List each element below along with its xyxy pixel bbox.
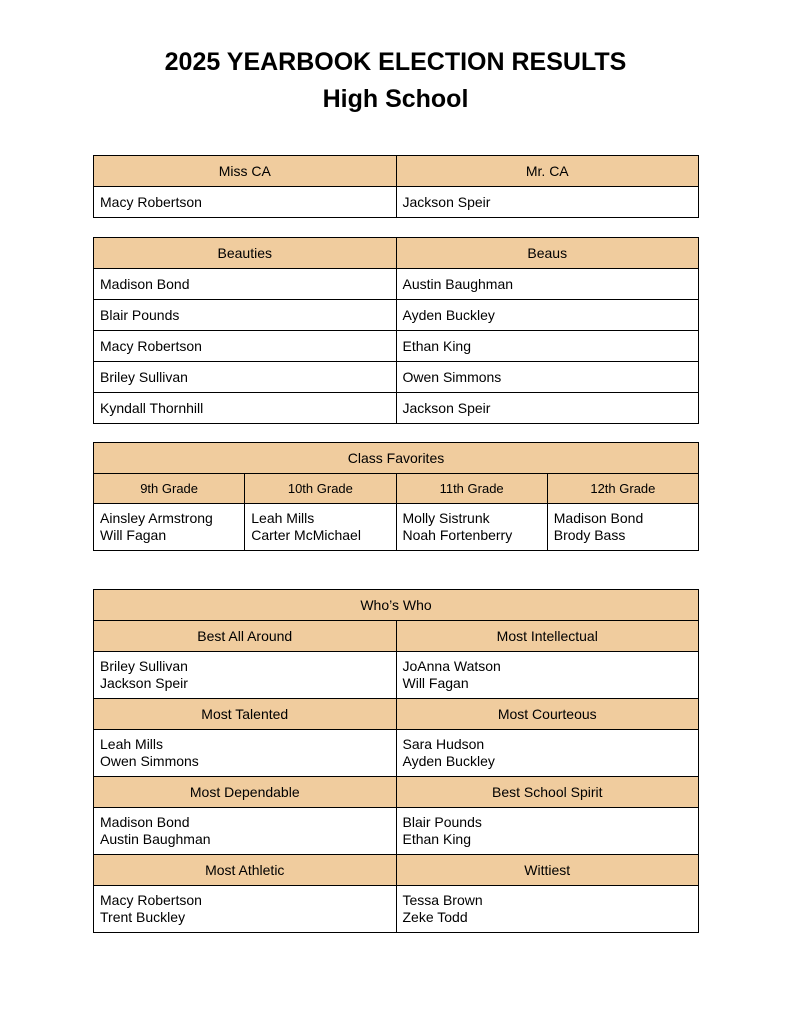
category-winners xyxy=(94,808,397,855)
category-header: Most Courteous xyxy=(396,699,699,730)
mr-ca-winner: Jackson Speir xyxy=(396,187,699,218)
winner-name: Sara Hudson xyxy=(402,736,485,752)
category-header: Best School Spirit xyxy=(396,777,699,808)
winner-name: Blair Pounds xyxy=(402,814,482,830)
favorite-name: Will Fagan xyxy=(100,527,167,543)
favorite-name: Carter McMichael xyxy=(251,527,361,543)
favorite-name: Leah Mills xyxy=(251,510,315,526)
whos-who-header: Who’s Who xyxy=(94,590,699,621)
winner-name: Macy Robertson xyxy=(100,892,202,908)
winner-name: Will Fagan xyxy=(402,675,469,691)
miss-mr-table xyxy=(93,155,699,218)
favorite-name: Noah Fortenberry xyxy=(402,527,513,543)
grade-11-header: 11th Grade xyxy=(396,474,547,504)
winner-name: Madison Bond xyxy=(100,814,190,830)
category-header: Most Talented xyxy=(94,699,397,730)
category-winners xyxy=(396,652,699,699)
grade-9-favorites xyxy=(94,504,245,551)
favorite-name: Brody Bass xyxy=(553,527,626,543)
favorite-name: Molly Sistrunk xyxy=(402,510,490,526)
table-row xyxy=(94,393,699,424)
favorite-name: Ainsley Armstrong xyxy=(100,510,213,526)
beauty-name: Kyndall Thornhill xyxy=(94,393,397,424)
page-title: 2025 YEARBOOK ELECTION RESULTS xyxy=(164,48,627,76)
winner-name: Tessa Brown xyxy=(402,892,483,908)
beau-name: Austin Baughman xyxy=(396,269,699,300)
winner-name: Ayden Buckley xyxy=(402,753,495,769)
favorite-name: Madison Bond xyxy=(553,510,644,526)
page-subtitle: High School xyxy=(322,85,469,113)
grade-11-favorites xyxy=(396,504,547,551)
class-favorites-header: Class Favorites xyxy=(94,443,699,474)
category-winners xyxy=(94,730,397,777)
category-winners xyxy=(396,808,699,855)
winner-name: JoAnna Watson xyxy=(402,658,501,674)
category-header: Best All Around xyxy=(94,621,397,652)
grade-10-favorites xyxy=(245,504,396,551)
winner-name: Leah Mills xyxy=(100,736,164,752)
beauties-header: Beauties xyxy=(94,238,397,269)
winner-name: Jackson Speir xyxy=(100,675,188,691)
grade-9-header: 9th Grade xyxy=(94,474,245,504)
category-winners xyxy=(94,652,397,699)
beauty-name: Macy Robertson xyxy=(94,331,397,362)
class-favorites-table xyxy=(93,442,699,551)
category-header: Most Intellectual xyxy=(396,621,699,652)
mr-ca-header: Mr. CA xyxy=(396,156,699,187)
beau-name: Owen Simmons xyxy=(396,362,699,393)
winner-name: Austin Baughman xyxy=(100,831,211,847)
winner-name: Zeke Todd xyxy=(402,909,468,925)
winner-name: Trent Buckley xyxy=(100,909,186,925)
table-row xyxy=(94,362,699,393)
beau-name: Jackson Speir xyxy=(396,393,699,424)
beauty-name: Blair Pounds xyxy=(94,300,397,331)
category-winners xyxy=(396,730,699,777)
table-row xyxy=(94,269,699,300)
category-header: Most Dependable xyxy=(94,777,397,808)
winner-name: Ethan King xyxy=(402,831,471,847)
winner-name: Briley Sullivan xyxy=(100,658,188,674)
beaus-header: Beaus xyxy=(396,238,699,269)
beauty-name: Madison Bond xyxy=(94,269,397,300)
beauties-beaus-table xyxy=(93,237,699,424)
table-row xyxy=(94,300,699,331)
grade-10-header: 10th Grade xyxy=(245,474,396,504)
table-row xyxy=(94,331,699,362)
category-header: Wittiest xyxy=(396,855,699,886)
grade-12-favorites xyxy=(547,504,698,551)
winner-name: Owen Simmons xyxy=(100,753,199,769)
category-header: Most Athletic xyxy=(94,855,397,886)
category-winners xyxy=(94,886,397,933)
miss-ca-header: Miss CA xyxy=(94,156,397,187)
beauty-name: Briley Sullivan xyxy=(94,362,397,393)
category-winners xyxy=(396,886,699,933)
beau-name: Ethan King xyxy=(396,331,699,362)
miss-ca-winner: Macy Robertson xyxy=(94,187,397,218)
beau-name: Ayden Buckley xyxy=(396,300,699,331)
whos-who-table xyxy=(93,589,699,933)
grade-12-header: 12th Grade xyxy=(547,474,698,504)
